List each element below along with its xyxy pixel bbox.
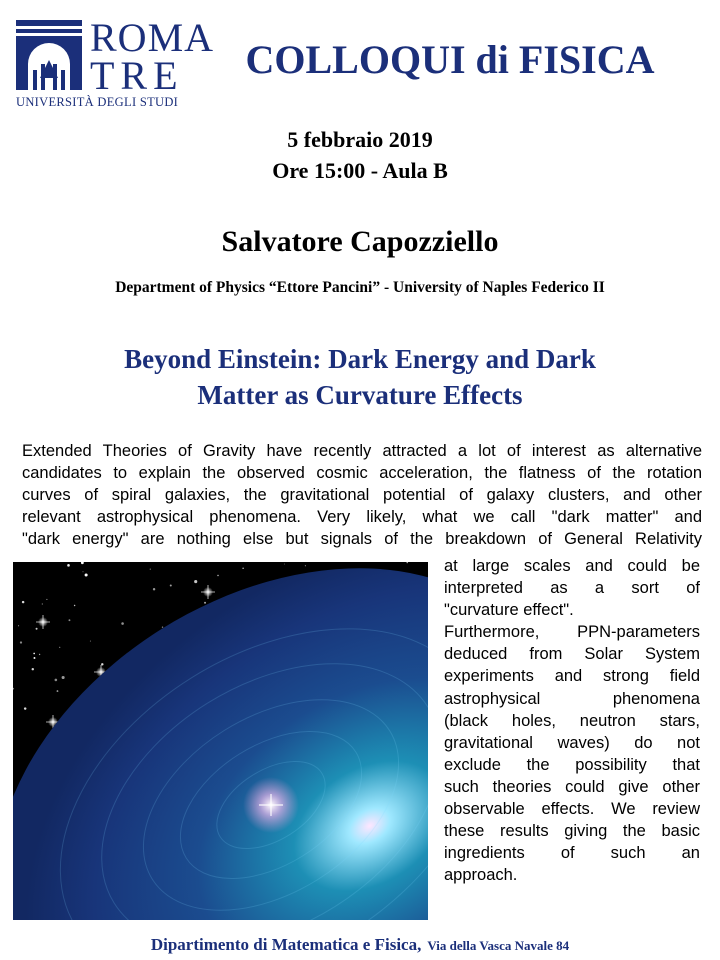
abstract-line: approach. [444,866,518,885]
abstract-line: relevant astrophysical phenomena. Very likely, what we call "dark matter" and [22,508,702,526]
abstract-line: experiments and strong field [444,667,700,686]
star [284,564,285,565]
footer-department: Dipartimento di Matematica e Fisica, [150,935,422,954]
star [34,657,36,659]
star [217,575,218,576]
star [153,588,155,590]
star [20,641,22,643]
star [57,690,59,692]
star [85,573,88,576]
star [55,679,58,682]
talk-title-line: Matter as Curvature Effects [197,380,523,410]
star [242,567,244,569]
star [39,654,40,655]
star [33,653,35,655]
talk-title [60,341,660,413]
university-logo [14,15,215,109]
star [46,599,47,600]
star [83,571,84,572]
speaker-affiliation: Department of Physics “Ettore Pancini” - University of Naples Federico II [115,279,605,296]
abstract-line: interpreted as a sort of [444,579,700,598]
star [62,676,65,679]
star [162,626,163,627]
abstract-paragraph [22,440,702,550]
star [42,603,43,604]
star [32,668,34,670]
star [24,707,26,709]
galaxy-illustration [13,562,428,920]
abstract-line: ingredients of such an [444,844,700,863]
star [67,564,70,567]
abstract-line: gravitational waves) do not [444,733,700,752]
abstract-line: such theories could give other [444,777,700,796]
talk-title-line: Beyond Einstein: Dark Energy and Dark [124,344,596,374]
abstract-line: "dark energy" are nothing else but signals of the breakdown of General Relativity [22,530,702,548]
star [36,628,38,630]
logo-subtitle: UNIVERSITÀ DEGLI STUDI [16,95,179,109]
abstract-line: Furthermore, PPN-parameters [444,623,700,642]
footer [0,935,720,955]
speaker-name: Salvatore Capozziello [221,225,499,258]
star [69,619,71,621]
abstract-line: (black holes, neutron stars, [444,711,700,730]
roma-tre-arch-icon [14,20,84,94]
footer-address: Via della Vasca Navale 84 [427,938,570,953]
star [101,663,103,665]
star [170,584,172,586]
abstract-line: observable effects. We review [444,800,700,819]
star [121,622,124,625]
star [18,625,19,626]
star [305,565,306,566]
abstract-line: Extended Theories of Gravity have recently attracted a lot of interest as alternative [22,442,702,460]
logo-text-tre: TRE [90,53,184,98]
star [204,602,206,604]
series-title: COLLOQUI di FISICA [245,37,655,82]
event-time-place: Ore 15:00 - Aula B [272,158,448,183]
star [22,601,24,603]
galaxy-image [13,562,428,920]
abstract-line: "curvature effect". [444,601,574,620]
abstract-line: these results giving the basic [444,822,700,841]
star [194,580,197,583]
abstract-line: astrophysical phenomena [444,689,700,708]
event-date: 5 febbraio 2019 [287,127,433,152]
star [59,647,60,648]
star [150,569,151,570]
abstract-line: deduced from Solar System [444,645,700,664]
abstract-line: curves of spiral galaxies, the gravitational potential of galaxy clusters, and other [22,486,702,504]
abstract-line: exclude the possibility that [444,755,700,774]
abstract-side-column [444,555,700,886]
star [90,641,91,642]
star [74,605,75,606]
abstract-line: at large scales and could be [444,557,700,575]
logo-text-roma: ROMA [90,15,215,60]
abstract-line: candidates to explain the observed cosmic acceleration, the flatness of the rotation [22,464,702,482]
